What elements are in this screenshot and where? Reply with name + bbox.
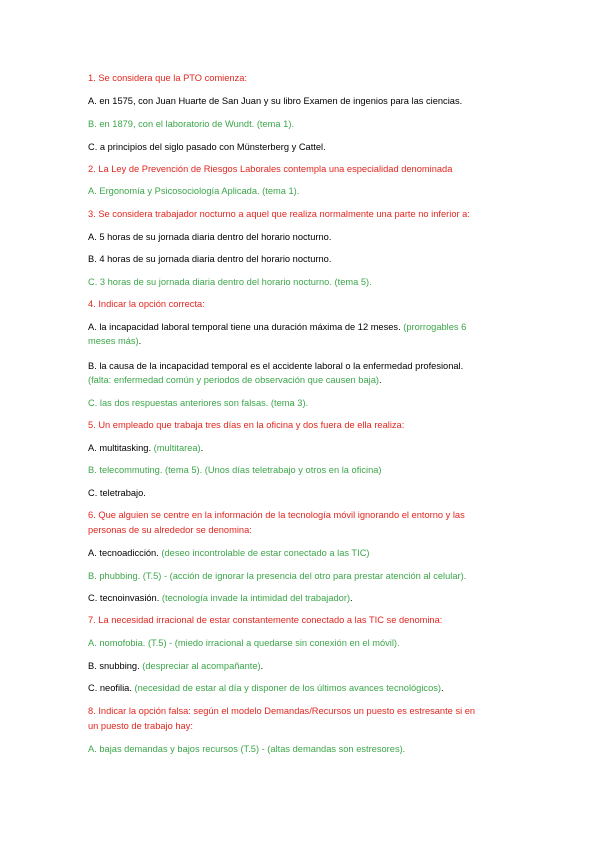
- question-2-prompt: 2. La Ley de Prevención de Riesgos Laborales contempla una especialidad denominada: [88, 164, 453, 174]
- option-text: C. neofilia.: [88, 683, 132, 693]
- question-6-option-a: [88, 547, 370, 559]
- question-7-option-b: [88, 660, 263, 672]
- option-note: (necesidad de estar al día y disponer de los últimos avances tecnológicos): [134, 683, 441, 693]
- question-4-option-b: B. la causa de la incapacidad temporal es el accidente laboral o la enfermedad profesional.: [88, 361, 464, 371]
- option-tail: .: [378, 375, 382, 385]
- question-4-option-a-continued: [88, 335, 141, 347]
- question-3-option-a: A. 5 horas de su jornada diaria dentro del horario nocturno.: [88, 232, 332, 242]
- question-5-prompt: 5. Un empleado que trabaja tres días en la oficina y dos fuera de ella realiza:: [88, 420, 405, 430]
- question-6-option-b: B. phubbing. (T.5) - (acción de ignorar la presencia del otro para prestar atención al celular).: [88, 571, 467, 581]
- question-1-prompt: 1. Se considera que la PTO comienza:: [88, 73, 247, 83]
- question-4-option-b-note-line: [88, 374, 382, 386]
- question-4-option-a: [88, 321, 466, 333]
- question-8-prompt: 8. Indicar la opción falsa: según el modelo Demandas/Recursos un puesto es estresante si en: [88, 706, 476, 716]
- option-text: A. tecnoadicción.: [88, 548, 159, 558]
- question-4-prompt: 4. Indicar la opción correcta:: [88, 299, 205, 309]
- option-tail: .: [350, 593, 353, 603]
- option-tail: .: [200, 443, 204, 453]
- option-text: A. la incapacidad laboral temporal tiene una duración máxima de 12 meses.: [88, 322, 401, 332]
- option-note: (deseo incontrolable de estar conectado a las TIC): [161, 548, 370, 558]
- question-8-option-a: A. bajas demandas y bajos recursos (T.5) - (altas demandas son estresores).: [88, 744, 406, 754]
- option-text: A. multitasking.: [88, 443, 152, 453]
- question-1-option-b: B. en 1879, con el laboratorio de Wundt. (tema 1).: [88, 119, 295, 129]
- option-note: (tecnología invade la intimidad del trabajador): [161, 593, 351, 603]
- question-7-prompt: 7. La necesidad irracional de estar constantemente conectado a las TIC se denomina:: [88, 615, 443, 625]
- option-tail: .: [440, 683, 444, 693]
- option-text: B. snubbing.: [88, 661, 140, 671]
- question-1-option-c: C. a principios del siglo pasado con Münsterberg y Cattel.: [88, 142, 326, 152]
- option-tail: .: [260, 661, 264, 671]
- question-5-option-a: [88, 442, 203, 454]
- question-3-option-c: C. 3 horas de su jornada diaria dentro del horario nocturno. (tema 5).: [88, 277, 372, 287]
- option-tail: .: [138, 336, 142, 346]
- question-3-prompt: 3. Se considera trabajador nocturno a aquel que realiza normalmente una parte no inferior a:: [88, 209, 470, 219]
- question-4-option-c: C. las dos respuestas anteriores son falsas. (tema 3).: [88, 398, 309, 408]
- option-note: (multitarea): [153, 443, 201, 453]
- question-3-option-b: B. 4 horas de su jornada diaria dentro del horario nocturno.: [88, 254, 332, 264]
- question-2-option-a: A. Ergonomía y Psicosociología Aplicada. (tema 1).: [88, 186, 300, 196]
- question-8-prompt-continued: un puesto de trabajo hay:: [88, 721, 193, 731]
- question-1-option-a: A. en 1575, con Juan Huarte de San Juan y su libro Examen de ingenios para las ciencias.: [88, 96, 463, 106]
- option-note: (falta: enfermedad común y periodos de observación que causen baja): [88, 375, 379, 385]
- question-6-option-c: [88, 592, 353, 604]
- question-5-option-b: B. telecommuting. (tema 5). (Unos días teletrabajo y otros en la oficina): [88, 465, 382, 475]
- question-6-prompt-continued: personas de su alrededor se denomina:: [88, 525, 252, 535]
- option-text: C. tecnoinvasión.: [88, 593, 160, 603]
- option-note: (despreciar al acompañante): [142, 661, 261, 671]
- question-5-option-c: C. teletrabajo.: [88, 488, 146, 498]
- question-7-option-a: A. nomofobia. (T.5) - (miedo irracional a quedarse sin conexión en el móvil).: [88, 638, 400, 648]
- option-note: meses más): [88, 336, 139, 346]
- question-7-option-c: [88, 682, 444, 694]
- question-6-prompt: 6. Que alguien se centre en la información de la tecnología móvil ignorando el entorno y las: [88, 510, 465, 520]
- option-note: (prorrogables 6: [403, 322, 467, 332]
